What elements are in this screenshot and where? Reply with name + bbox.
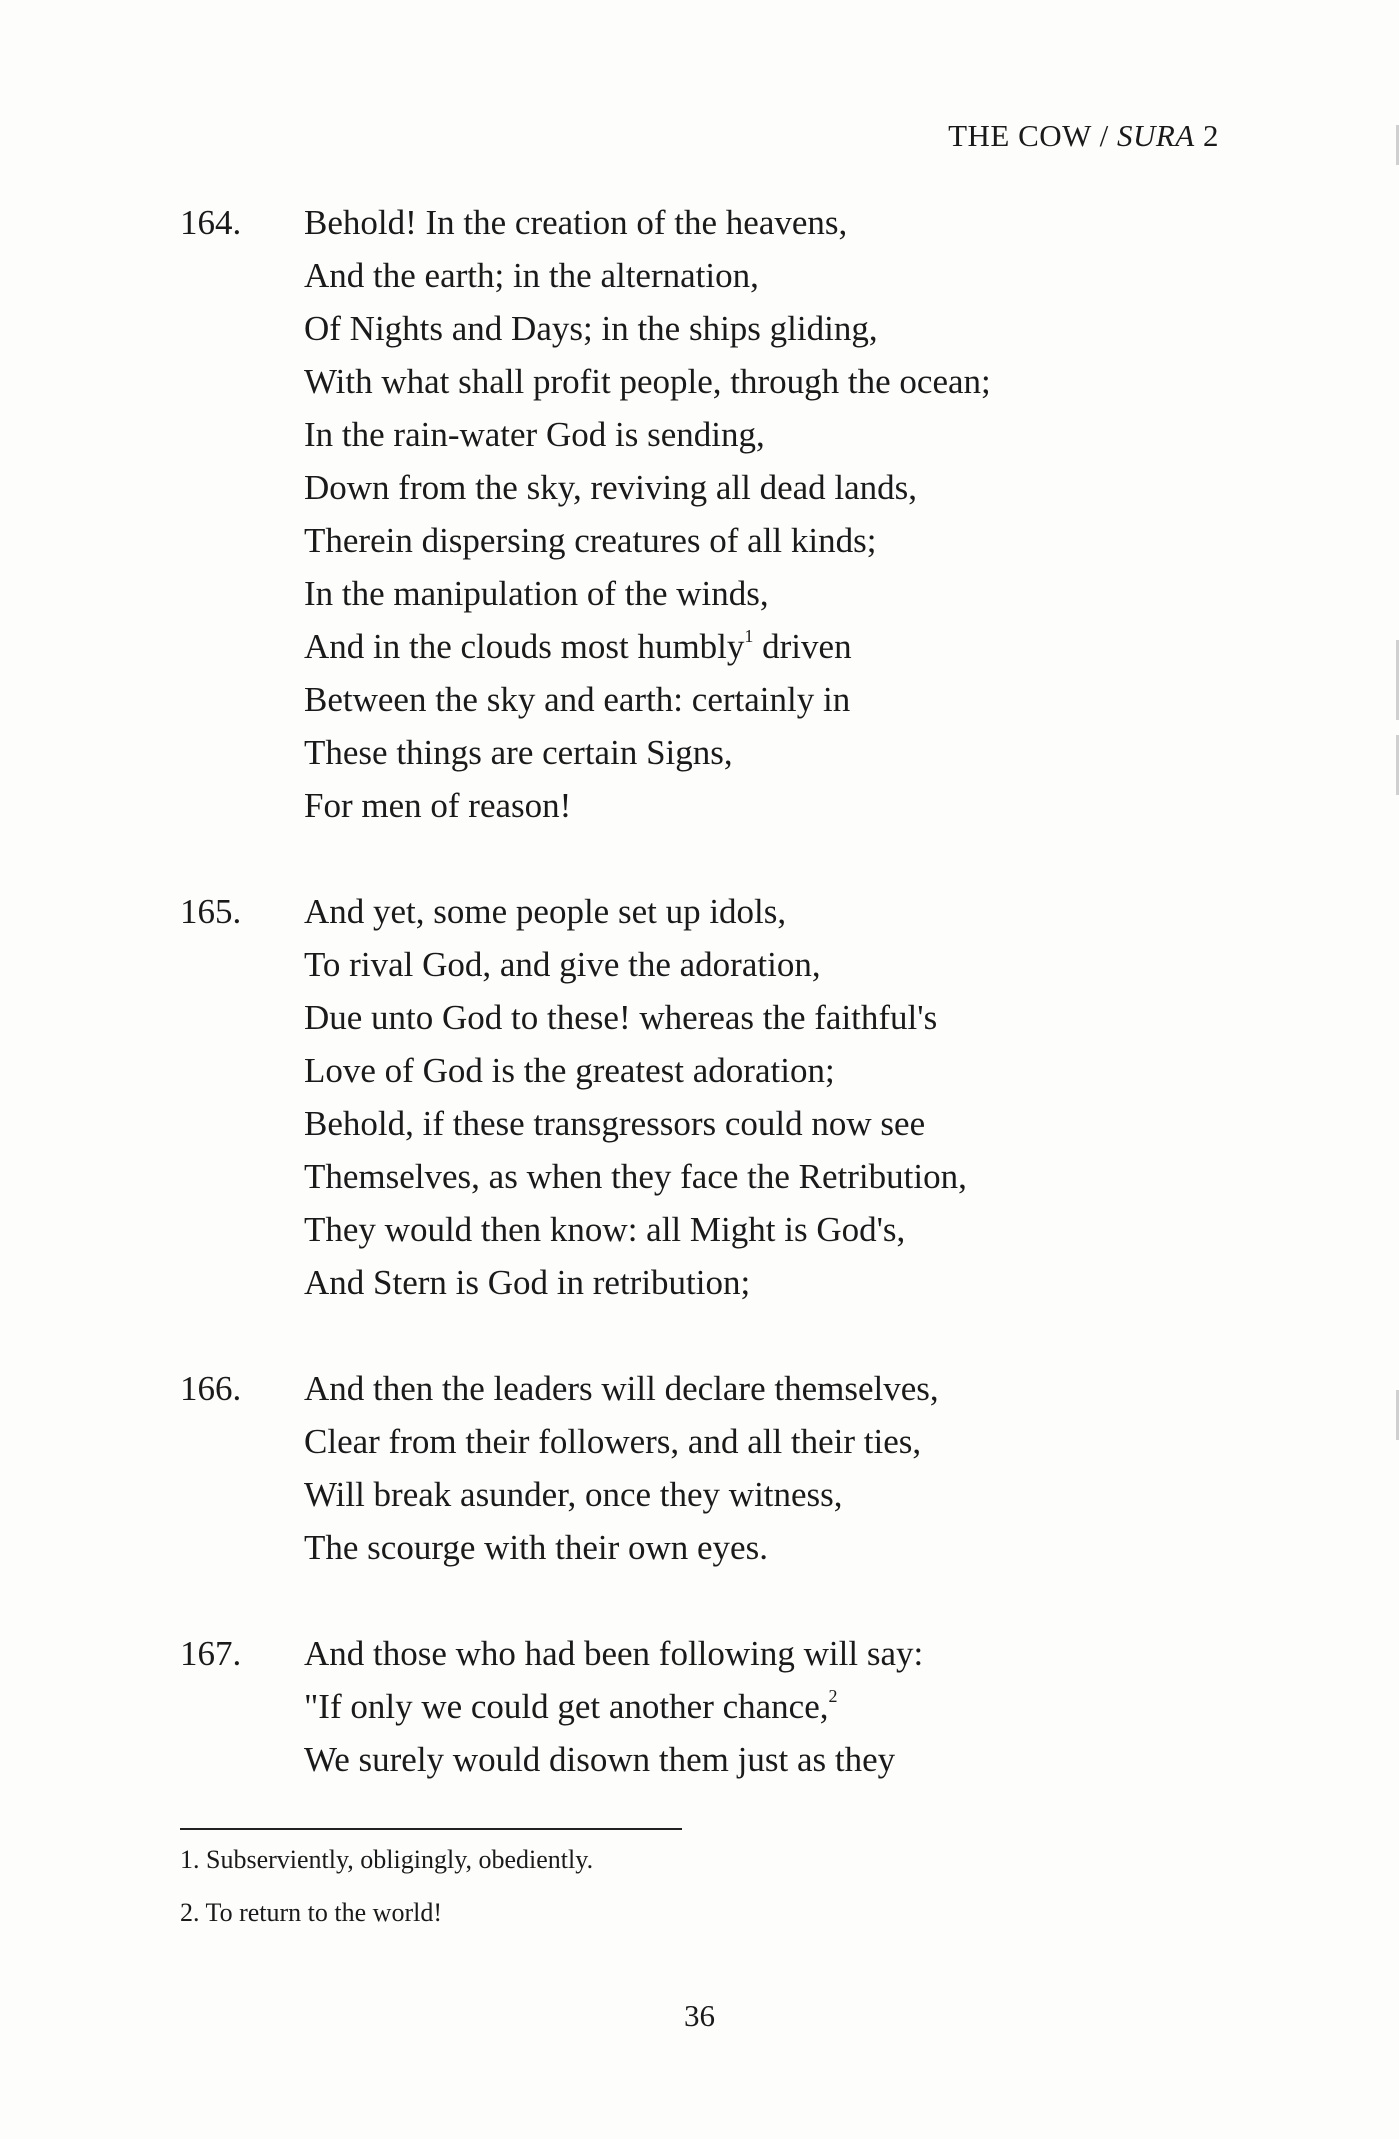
verse-line: To rival God, and give the adoration,	[304, 945, 821, 984]
verse-text	[304, 196, 1204, 832]
verse-line: Love of God is the greatest adoration;	[304, 1051, 835, 1090]
verse-line-text: And in the clouds most humbly	[304, 627, 745, 666]
verse-line: And the earth; in the alternation,	[304, 256, 759, 295]
page-number: 36	[684, 1998, 715, 2033]
header-title: THE COW /	[948, 118, 1117, 153]
verse-line: Therein dispersing creatures of all kinds;	[304, 521, 877, 560]
footnote-2: 2. To return to the world!	[180, 1898, 442, 1927]
verse-line: These things are certain Signs,	[304, 733, 733, 772]
verse-text	[304, 1362, 1204, 1574]
verse-line: We surely would disown them just as they	[304, 1740, 896, 1779]
running-header	[948, 118, 1219, 154]
verse-line: Clear from their followers, and all their ties,	[304, 1422, 922, 1461]
verse-line: And Stern is God in retribution;	[304, 1263, 751, 1302]
footnote-marker: 2	[828, 1686, 838, 1706]
verse-line: Between the sky and earth: certainly in	[304, 680, 851, 719]
verse-line-text-tail: driven	[753, 627, 852, 666]
verse-line-with-footnote	[304, 620, 1204, 673]
verse-line: They would then know: all Might is God's,	[304, 1210, 906, 1249]
verse-line: For men of reason!	[304, 786, 572, 825]
verse-number: 167.	[180, 1634, 242, 1673]
verse-number: 164.	[180, 203, 242, 242]
verse-line: Down from the sky, reviving all dead lands,	[304, 468, 918, 507]
footnote-1: 1. Subserviently, obligingly, obediently.	[180, 1845, 594, 1874]
verse-line: Behold! In the creation of the heavens,	[304, 203, 848, 242]
verse-text	[304, 1627, 1204, 1786]
verse-number: 166.	[180, 1369, 242, 1408]
verse-line: With what shall profit people, through the ocean;	[304, 362, 991, 401]
verse-number: 165.	[180, 892, 242, 931]
footnote-divider	[180, 1828, 682, 1830]
verse-line: Of Nights and Days; in the ships gliding,	[304, 309, 878, 348]
verse-line: And then the leaders will declare themselves,	[304, 1369, 939, 1408]
header-sura-number: 2	[1194, 118, 1219, 153]
verse-line: Behold, if these transgressors could now see	[304, 1104, 926, 1143]
verse-text	[304, 885, 1204, 1309]
header-sura-label: SURA	[1116, 118, 1195, 153]
verse-line: In the manipulation of the winds,	[304, 574, 769, 613]
verse-line-with-footnote	[304, 1680, 1204, 1733]
verse-line: Themselves, as when they face the Retribution,	[304, 1157, 967, 1196]
footnote-marker: 1	[744, 626, 754, 646]
verse-line: In the rain-water God is sending,	[304, 415, 765, 454]
verse-line: And those who had been following will say:	[304, 1634, 924, 1673]
verse-line-text: "If only we could get another chance,	[304, 1687, 829, 1726]
verse-line: And yet, some people set up idols,	[304, 892, 787, 931]
verse-line: Will break asunder, once they witness,	[304, 1475, 843, 1514]
verse-line: Due unto God to these! whereas the faithful's	[304, 998, 938, 1037]
verse-line: The scourge with their own eyes.	[304, 1528, 768, 1567]
